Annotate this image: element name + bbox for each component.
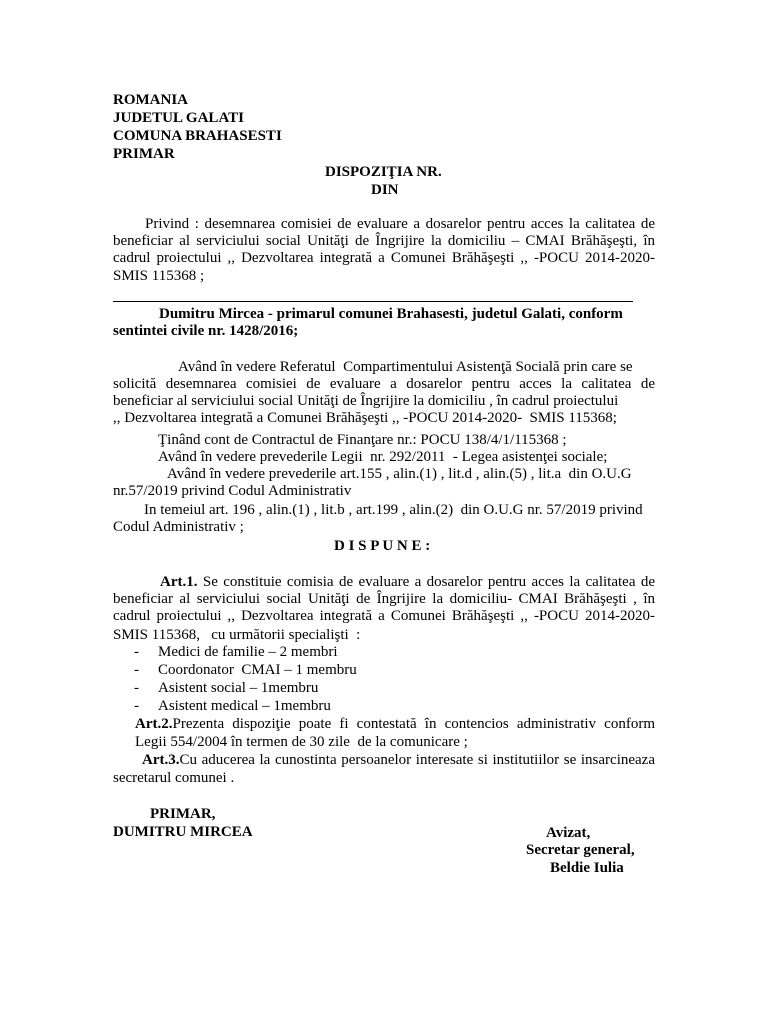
art1-line: SMIS 115368, cu următorii specialişti : <box>113 627 361 643</box>
art1-line <box>113 574 655 591</box>
list-bullet: - <box>134 680 139 696</box>
consideration-line: nr.57/2019 privind Codul Administrativ <box>113 483 352 499</box>
member-item: Asistent social – 1membru <box>158 680 319 696</box>
consideration-line: In temeiul art. 196 , alin.(1) , lit.b , art.199 , alin.(2) din O.U.G nr. 57/2019 privind <box>144 502 643 518</box>
art2-text: Prezenta dispoziţie poate fi contestată în contencios administrativ conform <box>172 716 655 732</box>
consideration-line: Având în vedere prevederile art.155 , alin.(1) , lit.d , alin.(5) , lit.a din O.U.G <box>167 466 632 482</box>
art3-line <box>142 752 655 769</box>
member-item: Coordonator CMAI – 1 membru <box>158 662 357 678</box>
art2-line <box>135 716 655 733</box>
separator-line <box>113 301 633 302</box>
header-country: ROMANIA <box>113 92 188 108</box>
art3-line: secretarul comunei . <box>113 770 235 786</box>
consideration-line: Având în vedere prevederile Legii nr. 292/2011 - Legea asistenţei sociale; <box>158 449 608 465</box>
subject-line: SMIS 115368 ; <box>113 268 205 284</box>
member-item: Asistent medical – 1membru <box>158 698 331 714</box>
document-title-date: DIN <box>371 182 399 198</box>
secretary-name: Beldie Iulia <box>550 860 624 876</box>
consideration-line: Codul Administrativ ; <box>113 519 244 535</box>
header-commune: COMUNA BRAHASESTI <box>113 128 282 144</box>
subject-line: cadrul proiectului ,, Dezvoltarea integrată a Comunei Brăhăşeşti ,, -POCU 2014-2020- <box>113 250 655 266</box>
subject-line: Privind : desemnarea comisiei de evaluare a dosarelor pentru acces la calitatea de <box>145 216 655 232</box>
consideration-line: solicită desemnarea comisiei de evaluare a dosarelor pentru acces la calitatea de <box>113 376 655 392</box>
subject-line: beneficiar al serviciului social Unităţi de Îngrijire la domiciliu – CMAI Brăhăşeşti, în <box>113 233 655 249</box>
secretary-role: Secretar general, <box>526 842 635 858</box>
consideration-line: beneficiar al serviciului social Unităţi de Îngrijire la domiciliu , în cadrul proiectului <box>113 393 619 409</box>
list-bullet: - <box>134 644 139 660</box>
list-bullet: - <box>134 662 139 678</box>
issuer-line: sentintei civile nr. 1428/2016; <box>113 323 299 339</box>
header-county: JUDETUL GALATI <box>113 110 245 126</box>
art2-label: Art.2. <box>135 716 173 732</box>
mayor-name: DUMITRU MIRCEA <box>113 824 253 840</box>
dispune-heading: D I S P U N E : <box>334 538 431 554</box>
consideration-line: Ţinând cont de Contractul de Finanţare nr.: POCU 138/4/1/115368 ; <box>158 432 567 448</box>
art1-line: beneficiar al serviciului social Unităţi de Îngrijire la domiciliu- CMAI Brăhăşeşti , în <box>113 591 655 607</box>
consideration-line: Având în vedere Referatul Compartimentului Asistenţă Socială prin care se <box>178 359 633 375</box>
art2-line: Legii 554/2004 în termen de 30 zile de la comunicare ; <box>135 734 468 750</box>
art1-label: Art.1. <box>160 574 198 590</box>
art3-text: Cu aducerea la cunostinta persoanelor interesate si institutiilor se insarcineaza <box>179 752 655 768</box>
document-title: DISPOZIŢIA NR. <box>325 164 442 180</box>
art1-text: Se constituie comisia de evaluare a dosarelor pentru acces la calitatea de <box>202 574 655 590</box>
consideration-line: ,, Dezvoltarea integrată a Comunei Brăhăşeşti ,, -POCU 2014-2020- SMIS 115368; <box>113 410 617 426</box>
list-bullet: - <box>134 698 139 714</box>
art3-label: Art.3. <box>142 752 180 768</box>
approval-status: Avizat, <box>546 825 591 841</box>
art1-line: cadrul proiectului ,, Dezvoltarea integrată a Comunei Brăhăşeşti ,, -POCU 2014-2020- <box>113 608 655 624</box>
header-office: PRIMAR <box>113 146 175 162</box>
mayor-role: PRIMAR, <box>150 806 216 822</box>
issuer-line: Dumitru Mircea - primarul comunei Brahasesti, judetul Galati, conform <box>159 306 623 322</box>
member-item: Medici de familie – 2 membri <box>158 644 338 660</box>
